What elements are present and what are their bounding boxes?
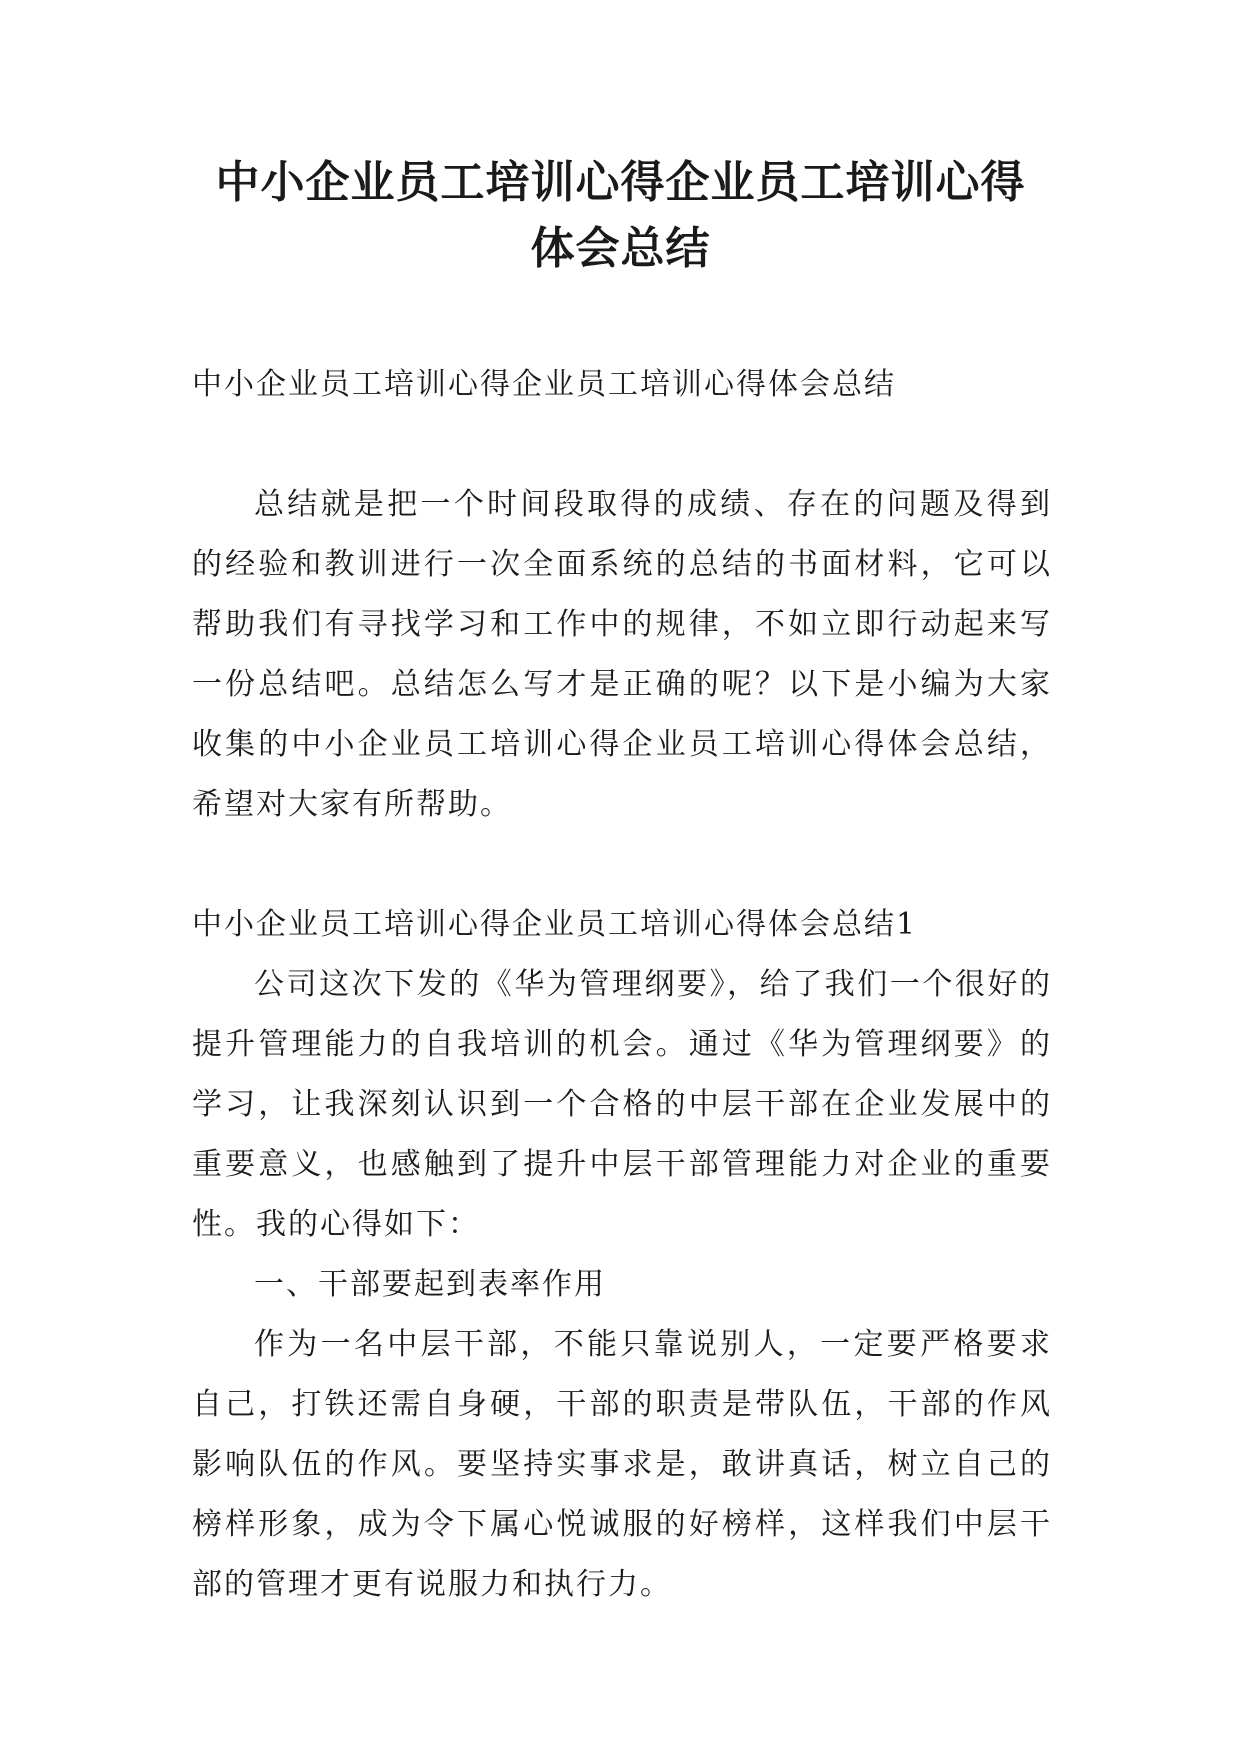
document-title [140, 150, 1101, 282]
document-body [192, 355, 1052, 1615]
intro-paragraph: 总结就是把一个时间段取得的成绩、存在的问题及得到的经验和教训进行一次全面系统的总结的书面材料，它可以帮助我们有寻找学习和工作中的规律，不如立即行动起来写一份总结吧。总结怎么写才是正确的呢？以下是小编为大家收集的中小企业员工培训心得企业员工培训心得体会总结，希望对大家有所帮助。 [192, 487, 1052, 822]
section-1-paragraph: 公司这次下发的《华为管理纲要》，给了我们一个很好的提升管理能力的自我培训的机会。通过《华为管理纲要》的学习，让我深刻认识到一个合格的中层干部在企业发展中的重要意义，也感触到了提升中层干部管理能力对企业的重要性。我的心得如下： [192, 967, 1052, 1242]
point-1-body: 作为一名中层干部，不能只靠说别人，一定要严格要求自己，打铁还需自身硬，干部的职责是带队伍，干部的作风影响队伍的作风。要坚持实事求是，敢讲真话，树立自己的榜样形象，成为令下属心悦诚服的好榜样，这样我们中层干部的管理才更有说服力和执行力。 [192, 1327, 1052, 1602]
document-subtitle: 中小企业员工培训心得企业员工培训心得体会总结 [192, 367, 896, 402]
title-line-2: 体会总结 [530, 223, 711, 274]
title-line-1: 中小企业员工培训心得企业员工培训心得 [215, 157, 1026, 208]
section-1-heading: 中小企业员工培训心得企业员工培训心得体会总结1 [192, 907, 918, 942]
point-1-heading: 一、干部要起到表率作用 [254, 1267, 606, 1302]
